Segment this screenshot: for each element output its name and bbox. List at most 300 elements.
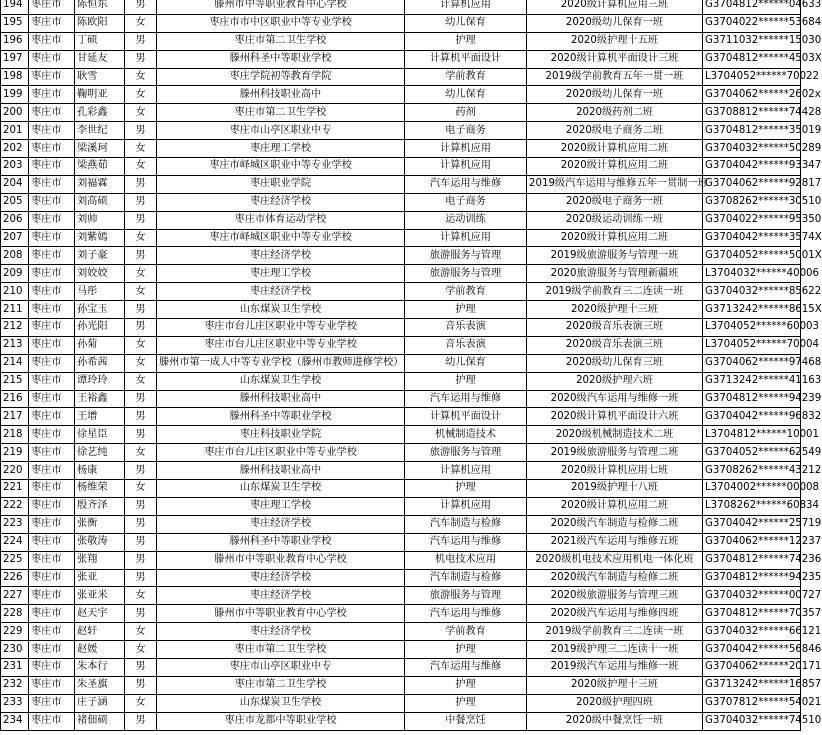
table-row [1,712,801,730]
name-cell: 刘紫嫣 [75,229,125,247]
table-row [1,408,801,426]
city-cell: 枣庄市 [29,68,75,86]
major-cell: 运动训练 [405,211,527,229]
class-cell: 2020级汽车运用与维修四班 [527,605,703,623]
school-cell: 滕州市中等职业教育中心学校 [157,551,405,569]
table-row [1,390,801,408]
city-cell: 枣庄市 [29,319,75,337]
id-cell: L3704032******40006 [703,265,801,283]
major-cell: 计算机应用 [405,158,527,176]
table-row [1,140,801,158]
gender-cell: 男 [125,569,157,587]
school-cell: 山东煤炭卫生学校 [157,480,405,498]
city-cell: 枣庄市 [29,193,75,211]
class-cell: 2020级护理六班 [527,372,703,390]
school-cell: 山东煤炭卫生学校 [157,694,405,712]
class-cell: 2020级汽车制造与检修二班 [527,569,703,587]
id-cell: L3704052******70004 [703,336,801,354]
class-cell: 2019级护理三二连读十一班 [527,641,703,659]
major-cell: 护理 [405,372,527,390]
index-cell: 213 [1,336,29,354]
index-cell: 223 [1,515,29,533]
city-cell: 枣庄市 [29,658,75,676]
major-cell: 护理 [405,676,527,694]
id-cell: G3713242******41163 [703,372,801,390]
id-cell: G3708812******74428 [703,104,801,122]
name-cell: 陈恒东 [75,0,125,14]
name-cell: 耿雪 [75,68,125,86]
school-cell: 山东煤炭卫生学校 [157,301,405,319]
school-cell: 枣庄市峄城区职业中等专业学校 [157,229,405,247]
city-cell: 枣庄市 [29,551,75,569]
gender-cell: 男 [125,193,157,211]
school-cell: 枣庄市山亭区职业中专 [157,122,405,140]
name-cell: 孙希茜 [75,354,125,372]
class-cell: 2020级汽车运用与维修一班 [527,390,703,408]
gender-cell: 女 [125,641,157,659]
gender-cell: 女 [125,14,157,32]
name-cell: 张亚米 [75,587,125,605]
class-cell: 2020级药剂二班 [527,104,703,122]
table-row [1,623,801,641]
name-cell: 孔彩鑫 [75,104,125,122]
class-cell: 2020级幼儿保育一班 [527,14,703,32]
name-cell: 甘延友 [75,50,125,68]
class-cell: 2020级计算机应用二班 [527,140,703,158]
major-cell: 旅游服务与管理 [405,444,527,462]
gender-cell: 男 [125,319,157,337]
id-cell: G3704042******3574X [703,229,801,247]
major-cell: 音乐表演 [405,319,527,337]
major-cell: 计算机应用 [405,462,527,480]
id-cell: G3704062******20171 [703,658,801,676]
id-cell: G3704042******56846 [703,641,801,659]
gender-cell: 男 [125,515,157,533]
school-cell: 枣庄市第二卫生学校 [157,32,405,50]
gender-cell: 男 [125,211,157,229]
city-cell: 枣庄市 [29,462,75,480]
city-cell: 枣庄市 [29,140,75,158]
index-cell: 203 [1,158,29,176]
major-cell: 电子商务 [405,122,527,140]
index-cell: 204 [1,175,29,193]
id-cell: G3708262******30510 [703,193,801,211]
major-cell: 音乐表演 [405,336,527,354]
gender-cell: 男 [125,712,157,730]
school-cell: 枣庄理工学校 [157,265,405,283]
major-cell: 计算机应用 [405,0,527,14]
class-cell: 2020级护理十三班 [527,676,703,694]
index-cell: 228 [1,605,29,623]
index-cell: 220 [1,462,29,480]
major-cell: 学前教育 [405,283,527,301]
table-row [1,175,801,193]
table-row [1,265,801,283]
city-cell: 枣庄市 [29,14,75,32]
table-row [1,86,801,104]
index-cell: 207 [1,229,29,247]
city-cell: 枣庄市 [29,390,75,408]
school-cell: 滕州科技职业高中 [157,390,405,408]
name-cell: 朱圣旗 [75,676,125,694]
class-cell: 2020级电子商务二班 [527,122,703,140]
index-cell: 219 [1,444,29,462]
name-cell: 朱本行 [75,658,125,676]
id-cell: G3704042******96832 [703,408,801,426]
city-cell: 枣庄市 [29,444,75,462]
gender-cell: 女 [125,229,157,247]
gender-cell: 女 [125,265,157,283]
class-cell: 2020级计算机平面设计三班 [527,50,703,68]
index-cell: 224 [1,533,29,551]
gender-cell: 女 [125,158,157,176]
school-cell: 枣庄市市中区职业中等专业学校 [157,14,405,32]
school-cell: 滕州市中等职业教育中心学校 [157,0,405,14]
id-cell: G3704032******50289 [703,140,801,158]
class-cell: 2019级学前教育三二连读一班 [527,283,703,301]
city-cell: 枣庄市 [29,694,75,712]
major-cell: 汽车运用与维修 [405,175,527,193]
class-cell: 2020级护理四班 [527,694,703,712]
city-cell: 枣庄市 [29,301,75,319]
major-cell: 学前教育 [405,68,527,86]
name-cell: 孙宝玉 [75,301,125,319]
gender-cell: 男 [125,533,157,551]
class-cell: 2020级电子商务一班 [527,193,703,211]
school-cell: 枣庄经济学校 [157,569,405,587]
name-cell: 刘福霖 [75,175,125,193]
table-row [1,158,801,176]
table-row [1,319,801,337]
index-cell: 212 [1,319,29,337]
name-cell: 孙光阳 [75,319,125,337]
city-cell: 枣庄市 [29,497,75,515]
major-cell: 汽车制造与检修 [405,515,527,533]
school-cell: 枣庄市第二卫生学校 [157,104,405,122]
city-cell: 枣庄市 [29,569,75,587]
name-cell: 刘高硕 [75,193,125,211]
name-cell: 王增 [75,408,125,426]
name-cell: 张敬涛 [75,533,125,551]
school-cell: 枣庄经济学校 [157,247,405,265]
school-cell: 枣庄市龙都中等职业学校 [157,712,405,730]
city-cell: 枣庄市 [29,354,75,372]
table-row [1,68,801,86]
class-cell: 2020级中餐烹饪一班 [527,712,703,730]
index-cell: 216 [1,390,29,408]
gender-cell: 男 [125,426,157,444]
name-cell: 赵媛 [75,641,125,659]
id-cell: G3704052******62549 [703,444,801,462]
id-cell: G3704812******70357 [703,605,801,623]
city-cell: 枣庄市 [29,712,75,730]
city-cell: 枣庄市 [29,0,75,14]
name-cell: 杨康 [75,462,125,480]
city-cell: 枣庄市 [29,372,75,390]
index-cell: 225 [1,551,29,569]
school-cell: 枣庄经济学校 [157,283,405,301]
class-cell: 2020级机电技术应用机电一体化班 [527,551,703,569]
class-cell: 2020级幼儿保育一班 [527,86,703,104]
class-cell: 2019级学前教育五年一贯一班 [527,68,703,86]
gender-cell: 男 [125,551,157,569]
name-cell: 刘帅 [75,211,125,229]
major-cell: 学前教育 [405,623,527,641]
index-cell: 199 [1,86,29,104]
major-cell: 汽车运用与维修 [405,658,527,676]
name-cell: 庄子涵 [75,694,125,712]
city-cell: 枣庄市 [29,408,75,426]
id-cell: G3711032******15030 [703,32,801,50]
city-cell: 枣庄市 [29,641,75,659]
table-row [1,480,801,498]
class-cell: 2019级学前教育三二连读一班 [527,623,703,641]
gender-cell: 男 [125,390,157,408]
gender-cell: 男 [125,497,157,515]
id-cell: G3713242******8615X [703,301,801,319]
class-cell: 2020级计算机应用七班 [527,462,703,480]
school-cell: 山东煤炭卫生学校 [157,372,405,390]
city-cell: 枣庄市 [29,480,75,498]
id-cell: L3704052******60003 [703,319,801,337]
index-cell: 234 [1,712,29,730]
table-row [1,551,801,569]
table-row [1,676,801,694]
name-cell: 殷齐泽 [75,497,125,515]
school-cell: 枣庄职业学院 [157,175,405,193]
table-row [1,641,801,659]
id-cell: L3708262******60834 [703,497,801,515]
id-cell: G3704052******5001X [703,247,801,265]
gender-cell: 男 [125,462,157,480]
name-cell: 陈欧阳 [75,14,125,32]
class-cell: 2019级护理十八班 [527,480,703,498]
school-cell: 枣庄经济学校 [157,515,405,533]
id-cell: L3704002******00008 [703,480,801,498]
major-cell: 计算机平面设计 [405,408,527,426]
table-row [1,283,801,301]
table-row [1,658,801,676]
class-cell: 2019级汽车运用与维修一班 [527,658,703,676]
table-row [1,247,801,265]
city-cell: 枣庄市 [29,86,75,104]
id-cell: G3704022******53684 [703,14,801,32]
gender-cell: 女 [125,140,157,158]
major-cell: 幼儿保育 [405,86,527,104]
table-row [1,211,801,229]
table-row [1,122,801,140]
school-cell: 滕州市中等职业教育中心学校 [157,605,405,623]
index-cell: 198 [1,68,29,86]
index-cell: 230 [1,641,29,659]
name-cell: 马彤 [75,283,125,301]
index-cell: 215 [1,372,29,390]
class-cell: 2020级音乐表演三班 [527,336,703,354]
class-cell: 2020级幼儿保育三班 [527,354,703,372]
major-cell: 旅游服务与管理 [405,587,527,605]
city-cell: 枣庄市 [29,158,75,176]
name-cell: 徐艺纯 [75,444,125,462]
school-cell: 枣庄市台儿庄区职业中等专业学校 [157,336,405,354]
gender-cell: 男 [125,175,157,193]
name-cell: 张翔 [75,551,125,569]
class-cell: 2019级旅游服务与管理二班 [527,444,703,462]
id-cell: G3704062******92817 [703,175,801,193]
school-cell: 滕州科技职业高中 [157,86,405,104]
index-cell: 217 [1,408,29,426]
table-body [1,0,822,730]
gender-cell: 女 [125,480,157,498]
name-cell: 张衡 [75,515,125,533]
name-cell: 丁硕 [75,32,125,50]
index-cell: 229 [1,623,29,641]
id-cell: G3704032******66121 [703,623,801,641]
gender-cell: 男 [125,50,157,68]
gender-cell: 女 [125,623,157,641]
name-cell: 鞠明亚 [75,86,125,104]
gender-cell: 男 [125,676,157,694]
major-cell: 机电技术应用 [405,551,527,569]
id-cell: G3704062******12237 [703,533,801,551]
major-cell: 幼儿保育 [405,354,527,372]
id-cell: G3704812******35019 [703,122,801,140]
index-cell: 205 [1,193,29,211]
city-cell: 枣庄市 [29,676,75,694]
school-cell: 枣庄理工学校 [157,497,405,515]
table-row [1,444,801,462]
class-cell: 2020级汽车制造与检修二班 [527,515,703,533]
major-cell: 护理 [405,694,527,712]
school-cell: 枣庄经济学校 [157,623,405,641]
city-cell: 枣庄市 [29,336,75,354]
school-cell: 枣庄科技职业学院 [157,426,405,444]
major-cell: 计算机应用 [405,497,527,515]
table-row [1,605,801,623]
table-row [1,694,801,712]
school-cell: 枣庄市山亭区职业中专 [157,658,405,676]
city-cell: 枣庄市 [29,32,75,50]
name-cell: 孙菊 [75,336,125,354]
city-cell: 枣庄市 [29,587,75,605]
gender-cell: 女 [125,354,157,372]
index-cell: 233 [1,694,29,712]
city-cell: 枣庄市 [29,265,75,283]
class-cell: 2019级旅游服务与管理一班 [527,247,703,265]
id-cell: G3713242******16857 [703,676,801,694]
id-cell: G3704022******95350 [703,211,801,229]
index-cell: 195 [1,14,29,32]
gender-cell: 女 [125,283,157,301]
school-cell: 枣庄市体育运动学校 [157,211,405,229]
name-cell: 杨维荣 [75,480,125,498]
index-cell: 202 [1,140,29,158]
school-cell: 枣庄经济学校 [157,193,405,211]
name-cell: 徐星臣 [75,426,125,444]
id-cell: G3708262******43212 [703,462,801,480]
index-cell: 221 [1,480,29,498]
gender-cell: 男 [125,605,157,623]
major-cell: 幼儿保育 [405,14,527,32]
class-cell: 2020级机械制造技术二班 [527,426,703,444]
city-cell: 枣庄市 [29,426,75,444]
school-cell: 枣庄市峄城区职业中等专业学校 [157,158,405,176]
index-cell: 200 [1,104,29,122]
table-row [1,301,801,319]
name-cell: 谭玲玲 [75,372,125,390]
major-cell: 汽车运用与维修 [405,533,527,551]
index-cell: 196 [1,32,29,50]
major-cell: 护理 [405,641,527,659]
school-cell: 滕州科圣中等职业学校 [157,408,405,426]
class-cell: 2020级计算机应用二班 [527,158,703,176]
name-cell: 赵轩 [75,623,125,641]
table-row [1,104,801,122]
id-cell: G3704042******25719 [703,515,801,533]
major-cell: 机械制造技术 [405,426,527,444]
gender-cell: 男 [125,658,157,676]
city-cell: 枣庄市 [29,50,75,68]
city-cell: 枣庄市 [29,605,75,623]
major-cell: 计算机应用 [405,229,527,247]
school-cell: 枣庄经济学校 [157,587,405,605]
table-row [1,0,801,14]
table-row [1,354,801,372]
name-cell: 李世纪 [75,122,125,140]
id-cell: G3704062******97468 [703,354,801,372]
table-row [1,533,801,551]
table-row [1,515,801,533]
table-row [1,336,801,354]
id-cell: L3704052******70022 [703,68,801,86]
table-row [1,587,801,605]
name-cell: 张亚 [75,569,125,587]
class-cell: 2020级运动训练一班 [527,211,703,229]
major-cell: 护理 [405,32,527,50]
table-row [1,372,801,390]
table-row [1,462,801,480]
table-row [1,229,801,247]
class-cell: 2020级音乐表演三班 [527,319,703,337]
school-cell: 滕州科技职业高中 [157,462,405,480]
id-cell: G3704812******04633 [703,0,801,14]
table-row [1,193,801,211]
class-cell: 2019级汽车运用与维修五年一贯制一班 [527,175,703,193]
id-cell: G3707812******54021 [703,694,801,712]
id-cell: G3704062******2602x [703,86,801,104]
gender-cell: 女 [125,68,157,86]
index-cell: 201 [1,122,29,140]
school-cell: 枣庄学院初等教育学院 [157,68,405,86]
gender-cell: 女 [125,336,157,354]
city-cell: 枣庄市 [29,515,75,533]
major-cell: 汽车运用与维修 [405,390,527,408]
table-row [1,50,801,68]
index-cell: 211 [1,301,29,319]
gender-cell: 女 [125,444,157,462]
gender-cell: 女 [125,587,157,605]
city-cell: 枣庄市 [29,533,75,551]
id-cell: G3704032******85622 [703,283,801,301]
id-cell: L3704812******10001 [703,426,801,444]
gender-cell: 女 [125,372,157,390]
class-cell: 2020级计算机平面设计六班 [527,408,703,426]
major-cell: 护理 [405,301,527,319]
table-row [1,426,801,444]
gender-cell: 女 [125,694,157,712]
class-cell: 2020旅游服务与管理新疆班 [527,265,703,283]
major-cell: 电子商务 [405,193,527,211]
school-cell: 枣庄市台儿庄区职业中等专业学校 [157,319,405,337]
